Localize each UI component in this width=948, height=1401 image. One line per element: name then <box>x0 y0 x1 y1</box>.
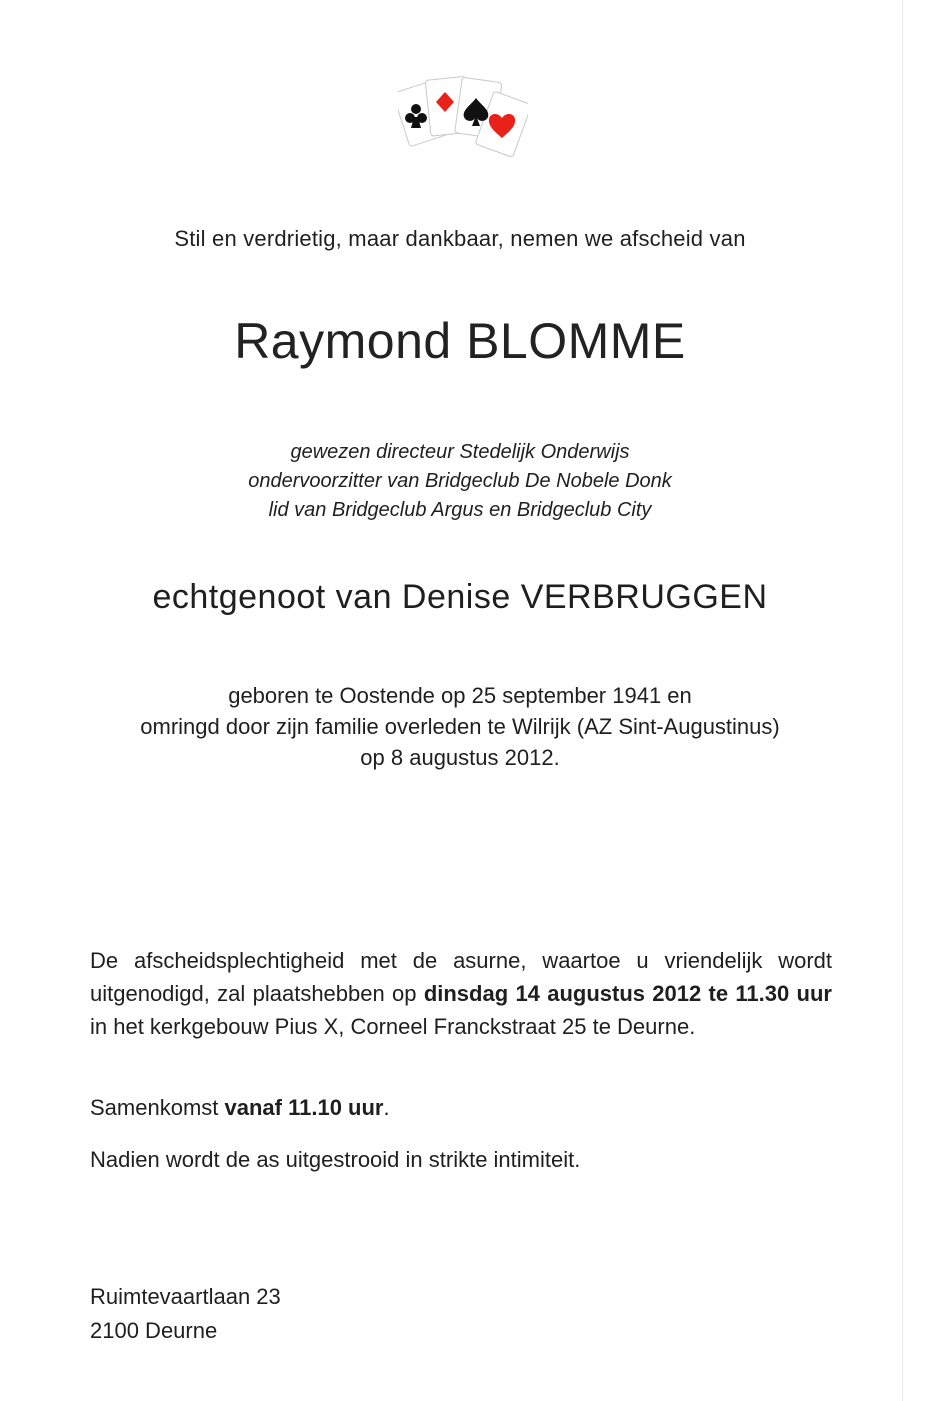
gathering-line <box>90 1095 390 1121</box>
scattering-note: Nadien wordt de as uitgestrooid in strikte intimiteit. <box>90 1147 581 1172</box>
spouse-line: echtgenoot van Denise VERBRUGGEN <box>152 578 768 616</box>
title-line: lid van Bridgeclub Argus en Bridgeclub City <box>268 499 652 521</box>
title-line: ondervoorzitter van Bridgeclub De Nobele Donk <box>248 470 672 492</box>
life-block <box>0 680 920 773</box>
ceremony-date: dinsdag 14 augustus 2012 te 11.30 uur <box>423 981 832 1006</box>
intro-text: Stil en verdrietig, maar dankbaar, nemen we afscheid van <box>174 226 746 251</box>
gathering-time: vanaf 11.10 uur <box>224 1095 384 1120</box>
address-city: 2100 Deurne <box>90 1318 218 1343</box>
titles-block <box>0 438 920 525</box>
ceremony-paragraph <box>90 944 832 1043</box>
life-line: geboren te Oostende op 25 september 1941 en <box>228 683 692 708</box>
gathering-suffix: . <box>383 1095 390 1120</box>
life-line: op 8 augustus 2012. <box>360 745 560 770</box>
title-line: gewezen directeur Stedelijk Onderwijs <box>290 441 630 463</box>
ceremony-text: De afscheidsplechtigheid met de asurne, waartoe u vriendelijk wordt uitgenodigd, zal plaatshebben op <box>90 948 832 1006</box>
gathering-label: Samenkomst <box>90 1095 225 1120</box>
address-block <box>90 1280 281 1348</box>
playing-cards-icon <box>398 68 528 168</box>
deceased-name: Raymond BLOMME <box>234 313 686 369</box>
ceremony-location: in het kerkgebouw Pius X, Corneel Franckstraat 25 te Deurne. <box>90 1014 696 1039</box>
life-line: omringd door zijn familie overleden te Wilrijk (AZ Sint-Augustinus) <box>140 714 780 739</box>
address-street: Ruimtevaartlaan 23 <box>90 1284 281 1309</box>
